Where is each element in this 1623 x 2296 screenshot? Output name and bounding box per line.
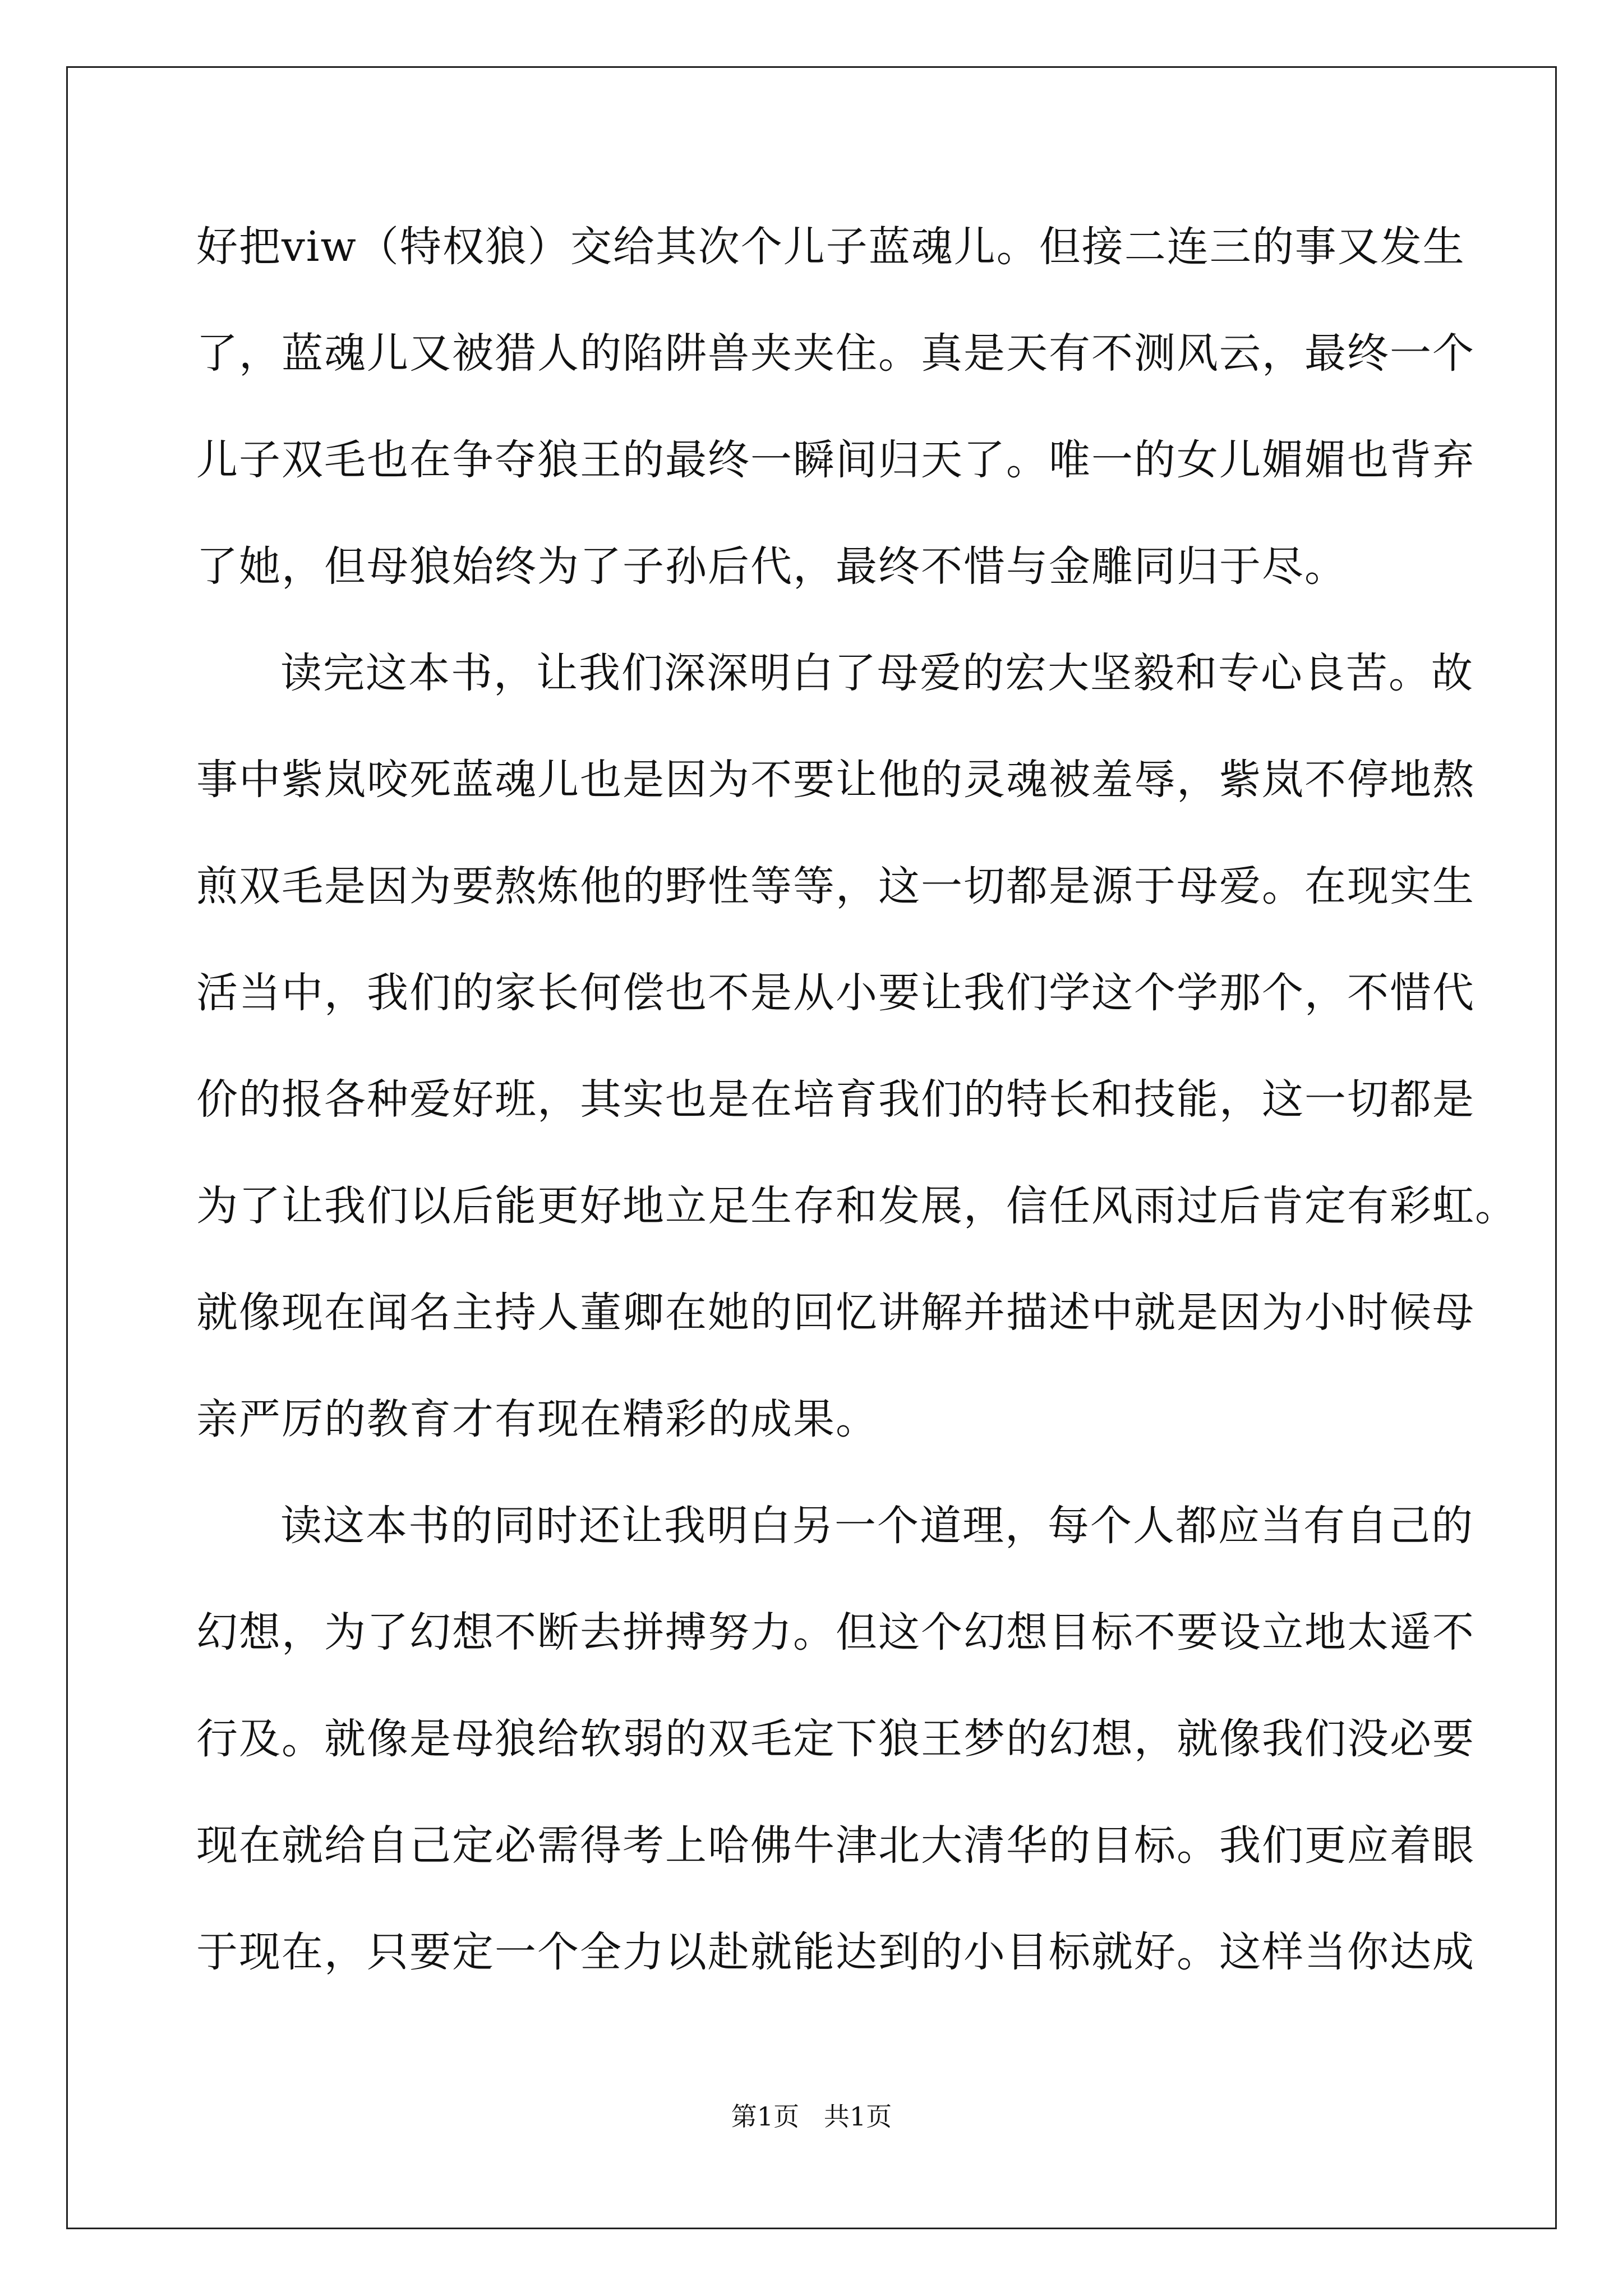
paragraph-start-line: 读完这本书，让我们深深明白了母爱的宏大坚毅和专心良苦。故 bbox=[280, 649, 1474, 697]
text-line: 了她，但母狼始终为了子孙后代，最终不惜与金雕同归于尽。 bbox=[196, 542, 1347, 591]
text-line: 幻想，为了幻想不断去拼搏努力。但这个幻想目标不要设立地太遥不 bbox=[196, 1608, 1475, 1657]
text-line: 儿子双毛也在争夺狼王的最终一瞬间归天了。唯一的女儿媚媚也背弃 bbox=[196, 436, 1475, 484]
text-line: 为了让我们以后能更好地立足生存和发展，信任风雨过后肯定有彩虹。 bbox=[196, 1182, 1518, 1230]
text-line: 行及。就像是母狼给软弱的双毛定下狼王梦的幻想，就像我们没必要 bbox=[196, 1715, 1475, 1763]
text-line: 好把viw（特权狼）交给其次个儿子蓝魂儿。但接二连三的事又发生 bbox=[196, 223, 1465, 271]
text-line: 价的报各种爱好班，其实也是在培育我们的特长和技能，这一切都是 bbox=[196, 1075, 1475, 1124]
text-line: 于现在，只要定一个全力以赴就能达到的小目标就好。这样当你达成 bbox=[196, 1928, 1475, 1976]
page-footer: 第1页 共1页 bbox=[731, 2101, 892, 2132]
page-border bbox=[66, 66, 1557, 2229]
text-line: 现在就给自己定必需得考上哈佛牛津北大清华的目标。我们更应着眼 bbox=[196, 1821, 1475, 1870]
text-line: 亲严厉的教育才有现在精彩的成果。 bbox=[196, 1395, 878, 1443]
text-line: 活当中，我们的家长何偿也不是从小要让我们学这个学那个，不惜代 bbox=[196, 969, 1475, 1017]
text-line: 事中紫岚咬死蓝魂儿也是因为不要让他的灵魂被羞辱，紫岚不停地熬 bbox=[196, 756, 1475, 804]
text-line: 煎双毛是因为要熬炼他的野性等等，这一切都是源于母爱。在现实生 bbox=[196, 862, 1475, 910]
text-line: 就像现在闻名主持人董卿在她的回忆讲解并描述中就是因为小时候母 bbox=[196, 1289, 1475, 1337]
paragraph-start-line: 读这本书的同时还让我明白另一个道理，每个人都应当有自己的 bbox=[280, 1502, 1474, 1550]
text-line: 了，蓝魂儿又被猎人的陷阱兽夹夹住。真是天有不测风云，最终一个 bbox=[196, 329, 1475, 378]
